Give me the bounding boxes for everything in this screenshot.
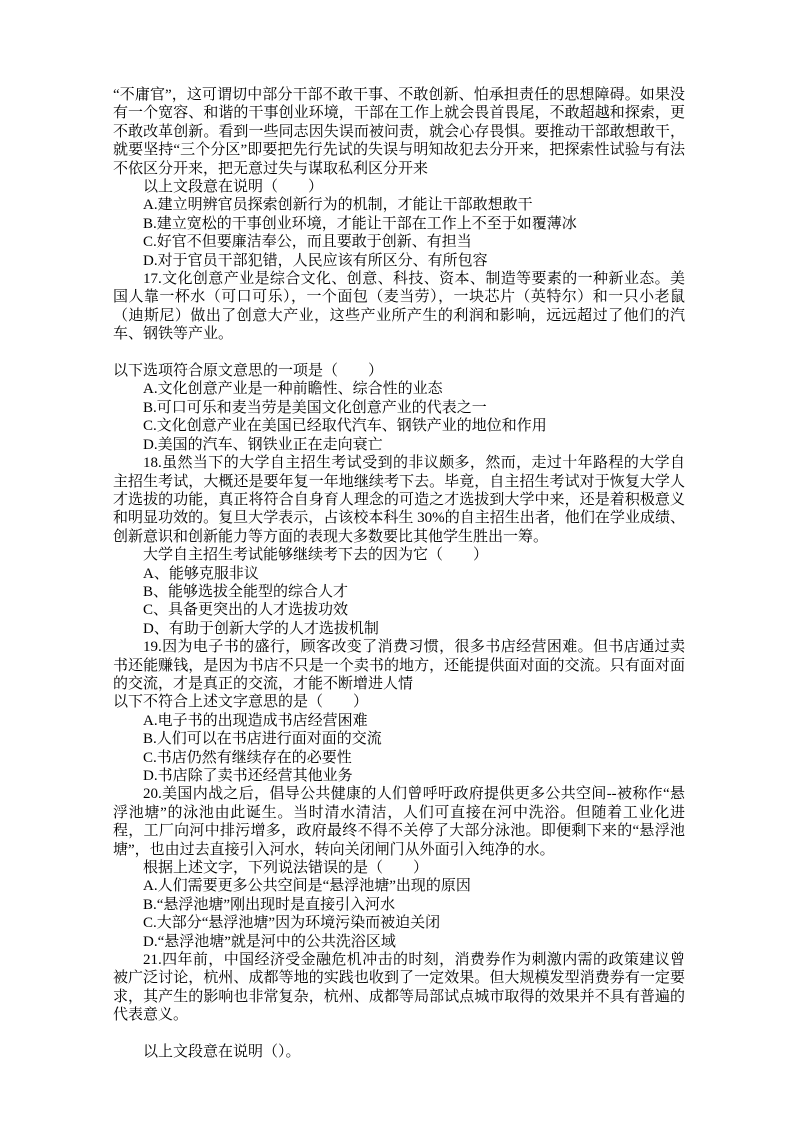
- question-paragraph: 根据上述文字，下列说法错误的是（ ）: [143, 860, 429, 877]
- option-paragraph: D.“悬浮池塘”就是河中的公共洗浴区域: [143, 933, 396, 950]
- option-paragraph: C.好官不但要廉洁奉公，而且要敢于创新、有担当: [143, 234, 472, 251]
- option-paragraph: C.书店仍然有继续存在的必要性: [143, 749, 352, 766]
- option-paragraph: B.“悬浮池塘”刚出现时是直接引入河水: [143, 896, 396, 913]
- option-paragraph: D.对于官员干部犯错，人民应该有所区分、有所包容: [143, 252, 488, 269]
- document-body: [113, 86, 685, 1062]
- question-paragraph: 以上文段意在说明（）。: [143, 1044, 301, 1061]
- option-paragraph: B.人们可以在书店进行面对面的交流: [143, 731, 382, 748]
- option-paragraph: A.电子书的出现造成书店经营困难: [143, 712, 368, 729]
- option-paragraph: D.书店除了卖书还经营其他业务: [143, 768, 353, 785]
- body-paragraph: 19.因为电子书的盛行，顾客改变了消费习惯，很多书店经营困难。但书店通过卖书还能赚钱，是因为书店不只是一个卖书的地方，还能提供面对面的交流。只有面对面的交流，才是真正的交流，才能不断增进人情: [113, 639, 685, 692]
- body-paragraph: 18.虽然当下的大学自主招生考试受到的非议颇多，然而，走过十年路程的大学自主招生考试，大概还是要年复一年地继续考下去。毕竟，自主招生考试对于恢复大学人才选拔的功能，真正将符合自身育人理念的可造之才选拔到大学中来，还是着积极意义和明显功效的。复旦大学表示，占该校本科生 30%的自主招生出者，他们在学业成绩、创新意识和创新能力等方面的表现大多数要比其他学生胜出一筹。: [113, 455, 685, 545]
- question-paragraph: 以下不符合上述文字意思的是（ ）: [113, 694, 369, 711]
- option-paragraph: C.文化创意产业在美国已经取代汽车、钢铁产业的地位和作用: [143, 418, 547, 435]
- body-paragraph: 17.文化创意产业是综合文化、创意、科技、资本、制造等要素的一种新业态。美国人靠一杯水（可口可乐），一个面包（麦当劳），一块芯片（英特尔）和一只小老鼠（迪斯尼）做出了创意大产业，这些产业所产生的利润和影响，远远超过了他们的汽车、钢铁等产业。: [113, 271, 685, 343]
- option-paragraph: D.美国的汽车、钢铁业正在走向衰亡: [143, 436, 383, 453]
- option-paragraph: A、能够克服非议: [143, 565, 259, 582]
- question-paragraph: 以上文段意在说明（ ）: [143, 179, 324, 196]
- option-paragraph: B.建立宽松的干事创业环境，才能让干部在工作上不至于如覆薄冰: [143, 215, 577, 232]
- blank-line: [113, 344, 685, 362]
- body-paragraph: 20.美国内战之后，倡导公共健康的人们曾呼吁政府提供更多公共空间--被称作“悬浮池塘”的泳池由此诞生。当时清水清洁，人们可直接在河中洗浴。但随着工业化进程，工厂向河中排污增多，政府最终不得不关停了大部分泳池。即便剩下来的“悬浮池塘”，也由过去直接引入河水，转向关闭闸门从外面引入纯净的水。: [113, 786, 685, 858]
- blank-line: [113, 1025, 685, 1043]
- option-paragraph: D、有助于创新大学的人才选拔机制: [143, 620, 379, 637]
- option-paragraph: A.文化创意产业是一种前瞻性、综合性的业态: [143, 381, 443, 398]
- body-paragraph: “不庸官”，这可谓切中部分干部不敢干事、不敢创新、怕承担责任的思想障碍。如果没有一个宽容、和谐的干事创业环境，干部在工作上就会畏首畏尾，不敢超越和探索，更不敢改革创新。看到一些同志因失误而被问责，就会心存畏惧。要推动干部敢想敢干，就要坚持“三个分区”即要把先行先试的失误与明知故犯去分开来，把探索性试验与有法不依区分开来，把无意过失与谋取私利区分开来: [113, 87, 685, 177]
- question-paragraph: 以下选项符合原文意思的一项是（ ）: [113, 363, 384, 380]
- question-paragraph: 大学自主招生考试能够继续考下去的因为它（ ）: [143, 547, 489, 564]
- body-paragraph: 21.四年前，中国经济受金融危机冲击的时刻，消费券作为刺激内需的政策建议曾被广泛讨论，杭州、成都等地的实践也收到了一定效果。但大规模发型消费券有一定要求，其产生的影响也非常复杂，杭州、成都等局部试点城市取得的效果并不具有普遍的代表意义。: [113, 952, 685, 1024]
- option-paragraph: B.可口可乐和麦当劳是美国文化创意产业的代表之一: [143, 399, 487, 416]
- option-paragraph: B、能够选拔全能型的综合人才: [143, 583, 349, 600]
- option-paragraph: A.人们需要更多公共空间是“悬浮池塘”出现的原因: [143, 878, 471, 895]
- option-paragraph: A.建立明辨官员探索创新行为的机制，才能让干部敢想敢干: [143, 197, 533, 214]
- option-paragraph: C.大部分“悬浮池塘”因为环境污染而被迫关闭: [143, 915, 441, 932]
- option-paragraph: C、具备更突出的人才选拔功效: [143, 602, 349, 619]
